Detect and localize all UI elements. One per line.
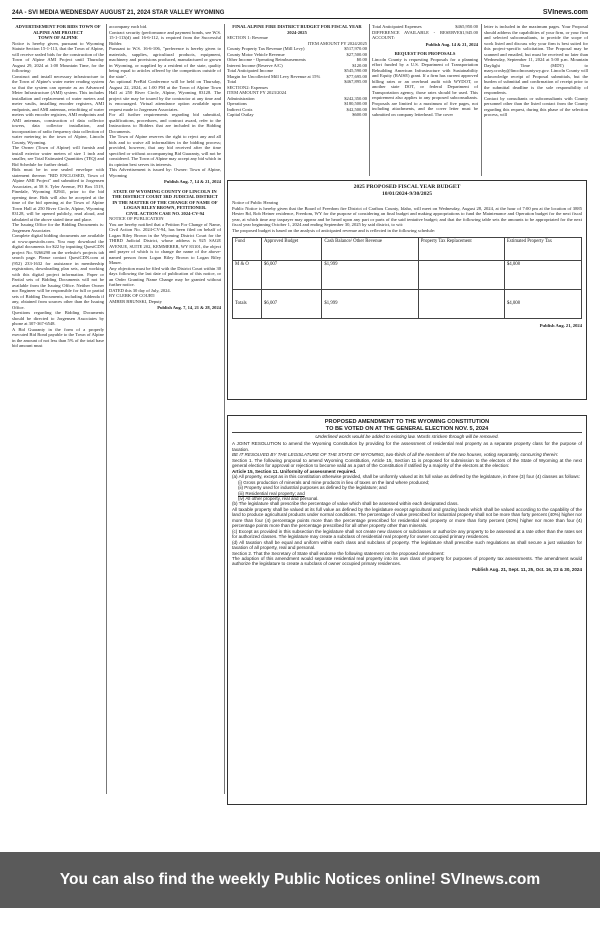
ad-paragraph: The Owner (Town of Alpine) will furnish and install exterior water meters of size 1 inch and smaller, see Total Estimated Quantities (TEQ) and Bid Schedule for further detail. (12, 145, 104, 167)
publish-line: Publish Aug. 21, Sept. 11, 25, Oct. 16, 23 & 30, 2024 (471, 566, 582, 572)
civil-action-number: CIVIL ACTION CASE NO. 2024-CV-94 (125, 210, 205, 216)
budget-row: County Property Tax Revenue (Mill Levy) $517,970.00 (227, 46, 367, 51)
fiscal-budget-notice (227, 180, 587, 400)
rfp-paragraph: Contact by consultants or subconsultants with County personnel other than the listed contact from the County regarding this request, during this phase of the selection process, will (484, 95, 588, 117)
fire-district-budget (227, 24, 367, 176)
column-divider (224, 24, 225, 794)
table-header: Property Tax Replacement (418, 237, 504, 260)
ad-paragraph: The Town of Alpine reserves the right to reject any and all bids and to waive all informalities in the bidding process; provided, however, that any bid received after the time specified or without accompanying Bid Guaranty, will not be considered. The Town of Alpine may accept any bid which in its opinion best serves its interests. (109, 134, 221, 167)
amendment-paragraph: (c) Except as provided in this subsection the legislature shall not create new classes or subclasses or authorize any property to be assessed at a rate other than the rates set for authorized classes. The legislature may create a subclass of residential real property for owner occupied primary residences. (232, 528, 582, 540)
table-header: Fund (233, 237, 262, 260)
publish-line: Publish Aug. 21, 2024 (539, 322, 582, 328)
table-cell: $4,008 (504, 289, 581, 318)
amendment-paragraph: BE IT RESOLVED BY THE LEGISLATURE OF THE STATE OF WYOMING, two-thirds of all the members of the two houses, voting separately, concurring therein: (232, 452, 559, 458)
table-cell: $6,007 (262, 260, 322, 289)
section-heading: SECTION2: Expenses (227, 84, 269, 90)
amendment-paragraph: The adoption of this amendment would separate residential real property into its own class of property for purposes of property tax assessments. The amendment would authorize the legislature to create a subclass of owner occupied primary residences. (232, 555, 582, 567)
rfp-paragraph: letter is included in the maximum pages. Your Proposal should address the capabilities of your firm, or your firm and selected subconsultants, to provide the scope of work listed and discuss why your firm is best suited for this project-specific solicitation. The Proposal may be scanned and emailed, but must be received no later than Wednesday, September 11, 2024 at 5:00 p.m. Mountain Daylight Time (MDT) to mary.crosby@lincolncountywy.gov. Lincoln County will acknowledge receipt of Proposal submittals, but the burden of submittal and confirmation of receipt prior to the submittal deadline is the sole responsibility of respondents. (484, 24, 588, 95)
header-info: 24A - SVI MEDIA WEDNESDAY AUGUST 21, 2024 STAR VALLEY WYOMING (12, 10, 225, 16)
amendment-paragraph: (iii) Residential real property; and (238, 490, 305, 496)
budget-row: Administration $242,350.00 (227, 95, 367, 101)
budget-row: County Motor Vehicle Revenue $27,500.00 (227, 51, 367, 57)
banner-text: You can also find the weekly Public Notices online! SVInews.com (59, 871, 541, 888)
fire-budget-title: FINAL ALPINE FIRE DISTRICT BUDGET FOR FISCAL YEAR 2024-2025 (232, 24, 362, 35)
ad-title: ADVERTISEMENT FOR BIDS TOWN OF ALPINE AMI PROJECT (15, 24, 101, 35)
amendment-note: Underlined words would be added to existing law. Words stricken through will be removed. (232, 432, 582, 439)
column-divider (369, 24, 370, 176)
table-header: Cash Balance/ Other Revenue (322, 237, 418, 260)
ad-paragraph: Pursuant to W.S. 16-6-106, "preference is hereby given to materials, supplies, agricultural products, equipment, machinery and provisions produced, manufactured or grown in Wyoming, or supplied by a resident of the state, quality being equal to articles offered by the competitors outside of the state". (109, 46, 221, 79)
section-heading: SECTION 1: Revenue (227, 35, 268, 40)
amendment-paragraph: Section 2. That the Secretary of State shall endorse the following statement on the proposed amendment: (232, 550, 445, 556)
column-ad-continued (109, 24, 221, 794)
court-paragraph: AMBER BRUNSKI, Deputy (109, 298, 162, 304)
table-cell: Totals (233, 289, 262, 318)
amendment-subtitle: TO BE VOTED ON AT THE GENERAL ELECTION NOV. 5, 2024 (325, 425, 489, 432)
amendment-paragraph: Section 1. The following proposal to amend Wyoming Constitution, Article 15, Section 11 is proposed for submission to the electors of the State of Wyoming at the next general election for approval or rejection to become valid as a part of the Constitution if ratified by a majority of the electors at the election: (232, 457, 582, 469)
header-site[interactable]: SVInews.com (542, 9, 588, 16)
budget-row: Capital Outlay $600.00 (227, 112, 367, 117)
court-paragraph: DATED this 30 day of July, 2024. (109, 287, 171, 293)
ad-subtitle: TOWN OF ALPINE (38, 35, 78, 40)
amendment-paragraph: (iv) All other property, real and personal. (238, 495, 319, 501)
amendment-paragraph: (ii) Property used for industrial purposes as defined by the legislature; and (238, 485, 387, 491)
rfp-paragraph: Lincoln County is requesting Proposals for a planning effort funded by a U.S. Department of Transportation Rebuilding American Infrastructure with Sustainability and Equity (RAISE) grant. If a firm has current approved billing rates or an overhead audit with WYDOT, or another state DOT, or federal Department of Transportation agency, those rates should be used. This requirement also applies to any proposed subconsultants. Proposals are limited to a maximum of five pages, not including attachments, and the cover letter must be submitted on company letterhead. The cover (372, 56, 478, 117)
court-paragraph: You are hereby notified that a Petition For Change of Name, Civil Action No. 2024-CV-94, has been filed on behalf of Logan Riley Brown in the Wyoming District Court for the THIRD Judicial District, whose address is 925 SAGE AVENUE, SUITE 202, KEMMERER, WY 83101, the object and prayer of which is to change the name of the above-named person from Logan Riley Brown to Logan Riley Mauer. (109, 221, 221, 265)
budget-notice-title: 2025 PROPOSED FISCAL YEAR BUDGET (353, 184, 461, 190)
table-cell: M & O (233, 260, 262, 289)
budget-row: Margin for Uncollected Mill Levy Revenue at 15% $77,695.00 (227, 73, 367, 79)
ad-paragraph: This Advertisement is issued by: Owner: Town of Alpine, Wyoming (109, 167, 221, 178)
constitution-amendment-notice (227, 415, 587, 805)
budget-table (232, 237, 582, 319)
notice-heading: NOTICE OF PUBLICATION (109, 216, 164, 221)
table-cell: $1,999 (322, 260, 418, 289)
budget-row: Other Income - Operating Reimbursements $0.00 (227, 57, 367, 62)
table-row (233, 289, 582, 318)
amendment-paragraph: (b) The legislature shall prescribe the percentage of value which shall be assessed within each designated class. (232, 501, 459, 507)
budget-row: Total $467,895.00 (227, 79, 367, 84)
budget-notice-body: Public Notice is hereby given that the Board of Freedom fire District of Caribou County, Idaho, will meet on Wednesday, August 28, 2024, at the hour of 7:00 pm at the location of 3885 Hester Rd, Rob Heiner residence, Freedom, WY for the purpose of considering an final budget and making appropriations to fund the Maintenance and Operation budget for the next fiscal year, at which time any taxpayer may appear and be heard upon any part or parts of the said tentative budget; and that the following table sets the amounts to be appropriated for the next fiscal year beginning October 1, 2024 and ending September 30, 2025 by said district, to wit: (232, 205, 582, 228)
table-header: Estimated Property Tax (504, 237, 581, 260)
court-paragraph: Any objection must be filed with the District Court within 30 days following the last date of publication of this notice, or an Order Granting Name Change may be granted without further notice. (109, 265, 221, 287)
section-column-head: ITEM AMOUNT FY 2024/2025 (307, 40, 367, 46)
publish-line: Publish Aug. 7, 14 & 21, 2024 (164, 179, 221, 184)
column-divider (106, 24, 107, 794)
rfp-title: REQUEST FOR PROPOSALS (394, 51, 456, 56)
column-rfp (372, 24, 478, 174)
budget-row: Indirect Costs $42,500.00 (227, 106, 367, 112)
ad-paragraph: A Bid Guaranty in the form of a properly executed Bid Bond payable to the Town of Alpine in the amount of not less than 5% of the total base bid amount must (12, 326, 104, 348)
section-column-head: ITEM AMOUNT FY 2023/2024 (227, 90, 287, 95)
court-notice-title: STATE OF WYOMING COUNTY OF LINCOLN IN THE DISTRICT COURT 3RD JUDICIAL DISTRICT IN THE MATTER OF THE CHANGE OF NAME OF LOGAN RILEY BROWN, PETITIONER. (112, 188, 218, 210)
table-cell: $1,999 (322, 289, 418, 318)
ad-paragraph: The Issuing Office for the Bidding Documents is: Jorgensen Associates (12, 222, 104, 233)
ad-paragraph: accompany each bid. (109, 24, 148, 29)
budget-row: Total Anticipated Expenses $465,950.00 (372, 24, 478, 29)
table-cell (418, 289, 504, 318)
ad-paragraph: An optional PreBid Conference will be held on Thursday, August 22, 2024, at 1:00 PM at the Town of Alpine Town Hall at 250 River Circle, Alpine, Wyoming 83128. The project site may be toured by the contractor at any time and is encouraged. Virtual attendance option available upon request made to Jorgensen Associates. (109, 79, 221, 112)
court-paragraph: BY CLERK OF COURT: (109, 293, 156, 298)
budget-notice-heading: Notice of Public Hearing (232, 200, 279, 205)
column-rfp-continued (484, 24, 588, 174)
amendment-title: PROPOSED AMENDMENT TO THE WYOMING CONSTITUTION (324, 419, 490, 425)
column-ad-for-bids (12, 24, 104, 794)
budget-row: Interest Income (Reserve A/C) $120.00 (227, 62, 367, 68)
budget-row: Operations $180,500.00 (227, 101, 367, 106)
ad-paragraph: For all further requirements regarding bid submittal, qualifications, procedures, and contract award, refer to the Instructions to Bidders that are included in the Bidding Documents. (109, 112, 221, 134)
column-divider (481, 24, 482, 176)
amendment-paragraph: Article 15, Section 11. Uniformity of assessment required. (232, 468, 357, 474)
amendment-paragraph: (i) Gross production of minerals and mine products in lieu of taxes on the land where produced; (238, 479, 430, 485)
ad-paragraph: Questions regarding the Bidding Documents should be directed to Jorgensen Associates by phone at 307-367-6548. (12, 310, 104, 326)
ad-paragraph: Complete digital bidding documents are available at www.questcdn.com. You may download the digital documents for $22 by inputting QuestCDN project No. 9266290 on the website's projects tab search page. Please contact QuestCDN.com at (952) 233-1632 for assistance in membership registration, downloading plan sets, and working with this digital project information. Paper or Partial sets of Bidding Documents will not be available from the Issuing Office. Neither Owner nor Engineer will be responsible for full or partial sets of Bidding Documents, including Addenda if any, obtained from sources other than the Issuing Office. (12, 233, 104, 310)
ad-paragraph: Contract security (performance and payment bonds, see W.S. 15-1-113(d) and 16-6-112, is required from the Successful Bidder. (109, 29, 221, 46)
ad-paragraph: Notice is hereby given, pursuant to Wyoming Statute Section 15-1-113, that the Town of Alpine, will receive sealed bids for the construction of the Town of Alpine AMI Project until Thursday August 29, 2024 at 1:00 Mountain Time, for the following: (12, 40, 104, 73)
ad-paragraph: Construct and install necessary infrastructure to the Town of Alpine's water meter reading system so that the system can operate as an Advanced Meter Infrastructure (AMI) system. This includes installation and replacement of water meters and meter vaults, installing encoder registers, AMI endpoints, and AMI antennas, retrofitting of water meters with encoder registers, AMI endpoints and AMI antennas, construction of data collector towers, data collector installation, and incorporation of radio frequency data collection of water metering in the town of Alpine, Lincoln County, Wyoming. (12, 73, 104, 145)
table-row (233, 260, 582, 289)
budget-notice-dates: 10/01/2024-9/30/2025 (381, 191, 433, 197)
publish-line: Publish Aug. 7, 14, 21 & 28, 2024 (157, 305, 221, 310)
table-cell: $4,008 (504, 260, 581, 289)
online-notices-banner[interactable] (0, 852, 600, 908)
amendment-paragraph: All taxable property shall be valued at its full value as defined by the legislature except agricultural and grazing lands which shall be valued according to the capability of the land to produce agricultural products under normal conditions. The percentage of value prescribed for industrial property shall not be more than forty percent (40%) higher nor more than four (4) percentage points more than the percentage prescribed for residential real property or more than forty percent (40%) higher nor more than four (4) percentage points more than the percentage prescribed for all other property other than minerals. (232, 506, 582, 529)
table-cell (418, 260, 504, 289)
budget-row: Total Anticipated Income $545,590.00 (227, 68, 367, 73)
budget-row: DIFFERENCE AVAILABLE - RESERVE ACCOUNT: $1,945.00 (372, 29, 478, 40)
table-cell: $6,007 (262, 289, 322, 318)
publish-line: Publish Aug. 14 & 21, 2024 (425, 41, 478, 47)
page-header (12, 4, 588, 19)
amendment-paragraph: (a) All property, except as in this constitution otherwise provided, shall be uniformly valued at its full value as defined by the legislature, in three (3) four (4) classes as follows: (232, 474, 580, 480)
table-header-row (233, 237, 582, 260)
table-header: Approved Budget (262, 237, 322, 260)
ad-paragraph: Bids must be in one sealed envelope with statement thereon "BID ENCLOSED, Town of Alpine AMI Project" and submitted to Jorgensen Associates, at 58 S. Tyler Avenue, PO Box 1519, Pinedale, Wyoming 82941, prior to the bid opening time. Bids will also be accepted at the time of the bid opening at the Town of Alpine Town Hall at 250 River Circle, Alpine, Wyoming 83128, will be opened publicly, read aloud, and tabulated at the above stated time and place. (12, 167, 104, 222)
amendment-paragraph: (d) All taxation shall be equal and uniform within each class and subclass of property. The legislature shall prescribe such regulations as shall secure a just valuation for taxation of all property, real and personal. (232, 539, 582, 551)
budget-notice-basis: The proposed budget is based on the analysis of anticipated revenue and is reflected in the following schedule: (232, 227, 436, 233)
amendment-paragraph: A JOINT RESOLUTION to amend the Wyoming Constitution by providing for the assessment of residential real property as a separate property class for the purpose of taxation. (232, 441, 582, 452)
